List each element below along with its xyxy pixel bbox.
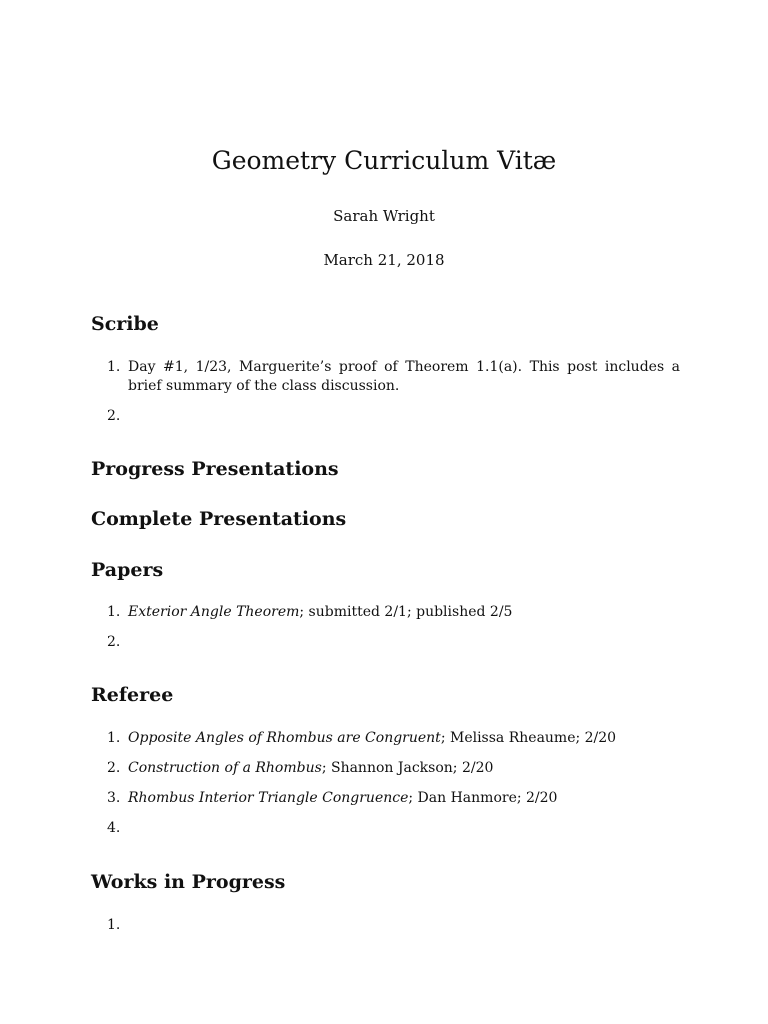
document-date: March 21, 2018	[323, 251, 445, 269]
list-item-text: Day #1, 1/23, Marguerite’s proof of Theorem 1.1(a). This post includes a brief summary of the class discussion.	[128, 359, 680, 394]
document-title: Geometry Curriculum Vitæ	[211, 146, 557, 175]
list-item-text	[128, 603, 680, 622]
list-item-number: 2.	[107, 408, 121, 424]
list-item-number: 1.	[107, 917, 121, 933]
paper-title: Exterior Angle Theorem	[128, 604, 300, 620]
list-item-text	[128, 789, 680, 808]
section-heading-scribe: Scribe	[91, 313, 159, 335]
section-heading-referee: Referee	[91, 684, 174, 706]
list-item-text	[128, 729, 680, 748]
list-item-number: 2.	[107, 760, 121, 776]
list-item-number: 1.	[107, 604, 121, 620]
section-heading-complete-presentations: Complete Presentations	[91, 508, 347, 530]
section-heading-progress-presentations: Progress Presentations	[91, 458, 339, 480]
list-item-number: 1.	[107, 359, 121, 375]
referee-title: Rhombus Interior Triangle Congruence	[128, 790, 409, 806]
list-item-number: 3.	[107, 790, 121, 806]
list-item-text	[128, 759, 680, 778]
referee-details: ; Dan Hanmore; 2/20	[408, 790, 558, 806]
referee-title: Construction of a Rhombus	[128, 760, 322, 776]
list-item-number: 2.	[107, 634, 121, 650]
list-item-number: 1.	[107, 730, 121, 746]
list-item-number: 4.	[107, 820, 121, 836]
referee-details: ; Shannon Jackson; 2/20	[321, 760, 494, 776]
paper-details: ; submitted 2/1; published 2/5	[299, 604, 513, 620]
list-item	[107, 358, 679, 398]
section-heading-papers: Papers	[91, 559, 164, 581]
section-heading-works-in-progress: Works in Progress	[91, 871, 286, 893]
referee-details: ; Melissa Rheaume; 2/20	[440, 730, 617, 746]
referee-title: Opposite Angles of Rhombus are Congruent	[128, 730, 441, 746]
document-author: Sarah Wright	[333, 207, 435, 225]
